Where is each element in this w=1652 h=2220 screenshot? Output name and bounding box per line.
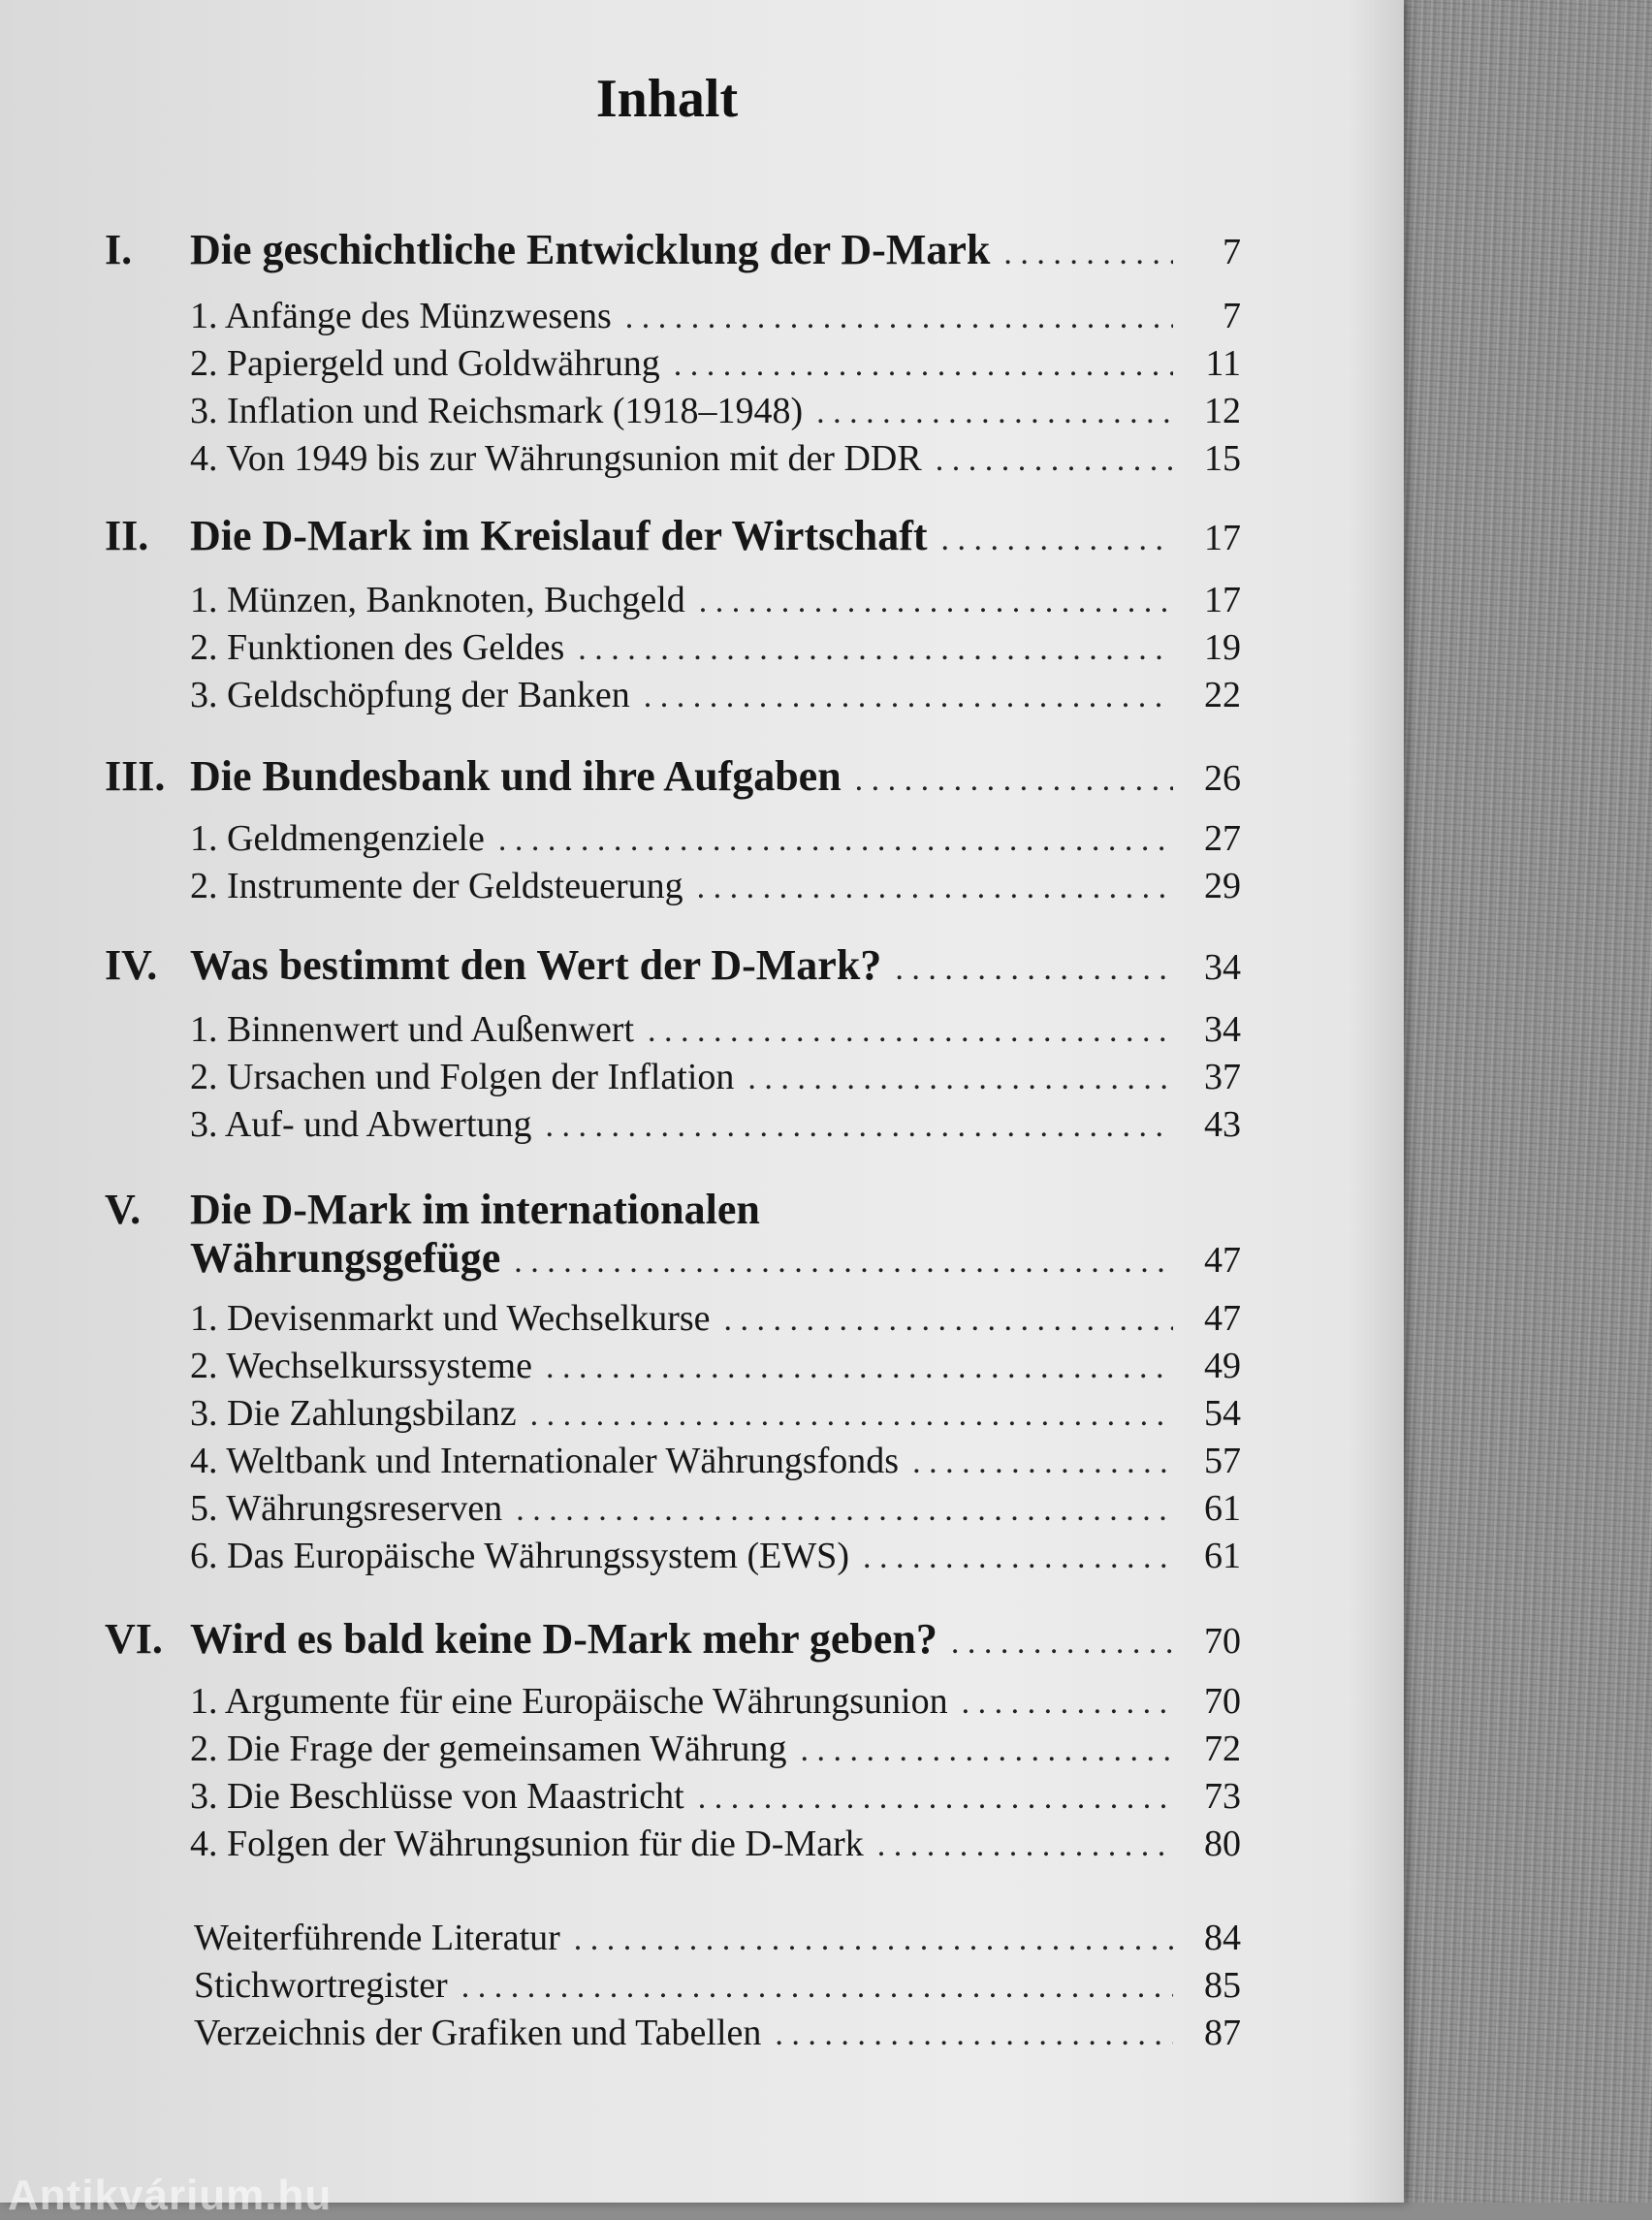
- section-title: 4. Von 1949 bis zur Währungsunion mit der DDR: [190, 438, 922, 479]
- page-number: 84: [1204, 1918, 1241, 1958]
- chapter-number: V.: [105, 1186, 142, 1233]
- section-title: 1. Anfänge des Münzwesens: [190, 296, 612, 336]
- section-title: 1. Devisenmarkt und Wechselkurse: [190, 1298, 711, 1339]
- toc-chapter[interactable]: [105, 511, 1241, 560]
- section-title: 2. Funktionen des Geldes: [190, 627, 565, 668]
- toc-appendix-entry[interactable]: [194, 1964, 1241, 2007]
- section-title: 3. Die Beschlüsse von Maastricht: [190, 1776, 684, 1817]
- dot-leader: [951, 1625, 1173, 1662]
- page-number: 61: [1204, 1488, 1241, 1529]
- appendix-title: Weiterführende Literatur: [194, 1918, 560, 1958]
- dot-leader: [674, 347, 1173, 384]
- chapter-number: VI.: [105, 1615, 163, 1663]
- page-number: 12: [1204, 391, 1241, 431]
- chapter-title: Die Bundesbank und ihre Aufgaben: [190, 752, 842, 800]
- appendix-title: Verzeichnis der Grafiken und Tabellen: [194, 2013, 762, 2053]
- dot-leader: [775, 2016, 1173, 2053]
- page-number: 27: [1204, 818, 1241, 859]
- dot-leader: [578, 631, 1173, 668]
- section-title: 3. Inflation und Reichsmark (1918–1948): [190, 391, 804, 431]
- dot-leader: [895, 951, 1173, 988]
- dot-leader: [574, 1921, 1173, 1958]
- chapter-number: III.: [105, 752, 166, 800]
- section-title: 1. Geldmengenziele: [190, 818, 485, 859]
- toc-section[interactable]: [190, 1297, 1241, 1340]
- section-title: 3. Geldschöpfung der Banken: [190, 675, 630, 715]
- dot-leader: [514, 1244, 1173, 1281]
- chapter-number: I.: [105, 226, 133, 273]
- page-number: 47: [1204, 1298, 1241, 1339]
- section-title: 3. Die Zahlungsbilanz: [190, 1393, 517, 1434]
- dot-leader: [530, 1397, 1173, 1434]
- chapter-title-line1: Die D-Mark im internationalen: [190, 1186, 760, 1233]
- dot-leader: [941, 522, 1173, 558]
- toc-section[interactable]: [190, 1680, 1241, 1723]
- toc-section[interactable]: [190, 1728, 1241, 1770]
- page-number: 17: [1204, 580, 1241, 620]
- page-number: 54: [1204, 1393, 1241, 1434]
- toc-section[interactable]: [190, 1535, 1241, 1577]
- dot-leader: [801, 1732, 1173, 1769]
- dot-leader: [699, 584, 1173, 620]
- page-number: 61: [1204, 1536, 1241, 1576]
- toc-chapter[interactable]: [190, 1233, 1241, 1283]
- toc-chapter[interactable]: [105, 1614, 1241, 1664]
- toc-section[interactable]: [190, 1775, 1241, 1818]
- dot-leader: [877, 1827, 1173, 1864]
- chapter-title: Die geschichtliche Entwicklung der D-Mark: [190, 226, 991, 273]
- dot-leader: [625, 300, 1173, 336]
- toc-section[interactable]: [190, 1392, 1241, 1435]
- section-title: 2. Ursachen und Folgen der Inflation: [190, 1057, 735, 1097]
- toc-section[interactable]: [190, 817, 1241, 860]
- page-number: 73: [1204, 1776, 1241, 1817]
- page-number: 17: [1204, 518, 1241, 558]
- section-title: 4. Folgen der Währungsunion für die D-Mark: [190, 1824, 864, 1864]
- chapter-title: Währungsgefüge: [190, 1234, 501, 1282]
- section-title: 1. Argumente für eine Europäische Währungsunion: [190, 1681, 948, 1722]
- page-number: 85: [1204, 1965, 1241, 2006]
- dot-leader: [1003, 236, 1173, 272]
- section-title: 6. Das Europäische Währungssystem (EWS): [190, 1536, 849, 1576]
- dot-leader: [546, 1108, 1173, 1145]
- toc-section[interactable]: [190, 1345, 1241, 1387]
- watermark: Antikvárium.hu: [8, 2172, 333, 2219]
- section-title: 1. Münzen, Banknoten, Buchgeld: [190, 580, 685, 620]
- page-number: 80: [1204, 1824, 1241, 1864]
- dot-leader: [724, 1302, 1173, 1339]
- page-number: 22: [1204, 675, 1241, 715]
- toc-section[interactable]: [190, 1823, 1241, 1865]
- page-number: 70: [1204, 1681, 1241, 1722]
- section-title: 4. Weltbank und Internationaler Währungsfonds: [190, 1441, 900, 1481]
- chapter-number: IV.: [105, 941, 158, 989]
- dot-leader: [816, 395, 1173, 431]
- section-title: 1. Binnenwert und Außenwert: [190, 1009, 635, 1050]
- section-title: 2. Die Frage der gemeinsamen Währung: [190, 1728, 787, 1769]
- toc-section[interactable]: [190, 342, 1241, 385]
- toc-chapter[interactable]: [105, 225, 1241, 274]
- page-number: 34: [1204, 1009, 1241, 1050]
- toc-appendix-entry[interactable]: [194, 2012, 1241, 2054]
- page-number: 87: [1204, 2013, 1241, 2053]
- page-number: 47: [1204, 1240, 1241, 1281]
- toc-chapter[interactable]: [105, 940, 1241, 990]
- toc-appendix-entry[interactable]: [194, 1917, 1241, 1959]
- page-number: 49: [1204, 1346, 1241, 1386]
- page-number: 34: [1204, 947, 1241, 988]
- toc-section[interactable]: [190, 626, 1241, 669]
- toc-section[interactable]: [190, 1487, 1241, 1530]
- section-title: 2. Instrumente der Geldsteuerung: [190, 866, 683, 906]
- dot-leader: [648, 1013, 1173, 1050]
- page-number: 43: [1204, 1104, 1241, 1145]
- page-number: 72: [1204, 1728, 1241, 1769]
- page-number: 15: [1204, 438, 1241, 479]
- page-number: 7: [1223, 296, 1241, 336]
- section-title: 3. Auf- und Abwertung: [190, 1104, 532, 1145]
- page-number: 11: [1205, 343, 1241, 384]
- dot-leader: [912, 1444, 1173, 1481]
- toc-chapter[interactable]: [105, 751, 1241, 801]
- dot-leader: [962, 1685, 1173, 1722]
- dot-leader: [516, 1492, 1173, 1529]
- dot-leader: [498, 822, 1173, 859]
- section-title: 5. Währungsreserven: [190, 1488, 503, 1529]
- chapter-title: Was bestimmt den Wert der D-Mark?: [190, 941, 882, 989]
- toc-section[interactable]: [190, 865, 1241, 907]
- toc-section[interactable]: [190, 1440, 1241, 1482]
- page-number: 19: [1204, 627, 1241, 668]
- dot-leader: [747, 1061, 1173, 1097]
- page-number: 37: [1204, 1057, 1241, 1097]
- chapter-title: Wird es bald keine D-Mark mehr geben?: [190, 1615, 937, 1663]
- dot-leader: [697, 870, 1173, 906]
- dot-leader: [698, 1780, 1173, 1817]
- toc-section[interactable]: [190, 579, 1241, 621]
- toc-section[interactable]: [190, 1008, 1241, 1051]
- appendix-title: Stichwortregister: [194, 1965, 448, 2006]
- dot-leader: [863, 1539, 1173, 1576]
- page-number: 7: [1223, 232, 1241, 272]
- dot-leader: [855, 762, 1173, 799]
- dot-leader: [461, 1969, 1173, 2006]
- chapter-title: Die D-Mark im Kreislauf der Wirtschaft: [190, 512, 928, 559]
- page-number: 29: [1204, 866, 1241, 906]
- toc-section[interactable]: [190, 390, 1241, 432]
- page-number: 26: [1204, 758, 1241, 799]
- toc-section[interactable]: [190, 437, 1241, 480]
- dot-leader: [644, 679, 1173, 715]
- section-title: 2. Papiergeld und Goldwährung: [190, 343, 660, 384]
- page-number: 70: [1204, 1621, 1241, 1662]
- page-number: 57: [1204, 1441, 1241, 1481]
- chapter-number: II.: [105, 512, 149, 559]
- dot-leader: [936, 442, 1173, 479]
- toc-section[interactable]: [190, 674, 1241, 716]
- dot-leader: [546, 1349, 1173, 1386]
- section-title: 2. Wechselkurssysteme: [190, 1346, 532, 1386]
- toc-section[interactable]: [190, 295, 1241, 337]
- background-surface: [1392, 0, 1652, 2203]
- toc-section[interactable]: [190, 1103, 1241, 1146]
- page-title: Inhalt: [595, 69, 739, 129]
- toc-section[interactable]: [190, 1056, 1241, 1098]
